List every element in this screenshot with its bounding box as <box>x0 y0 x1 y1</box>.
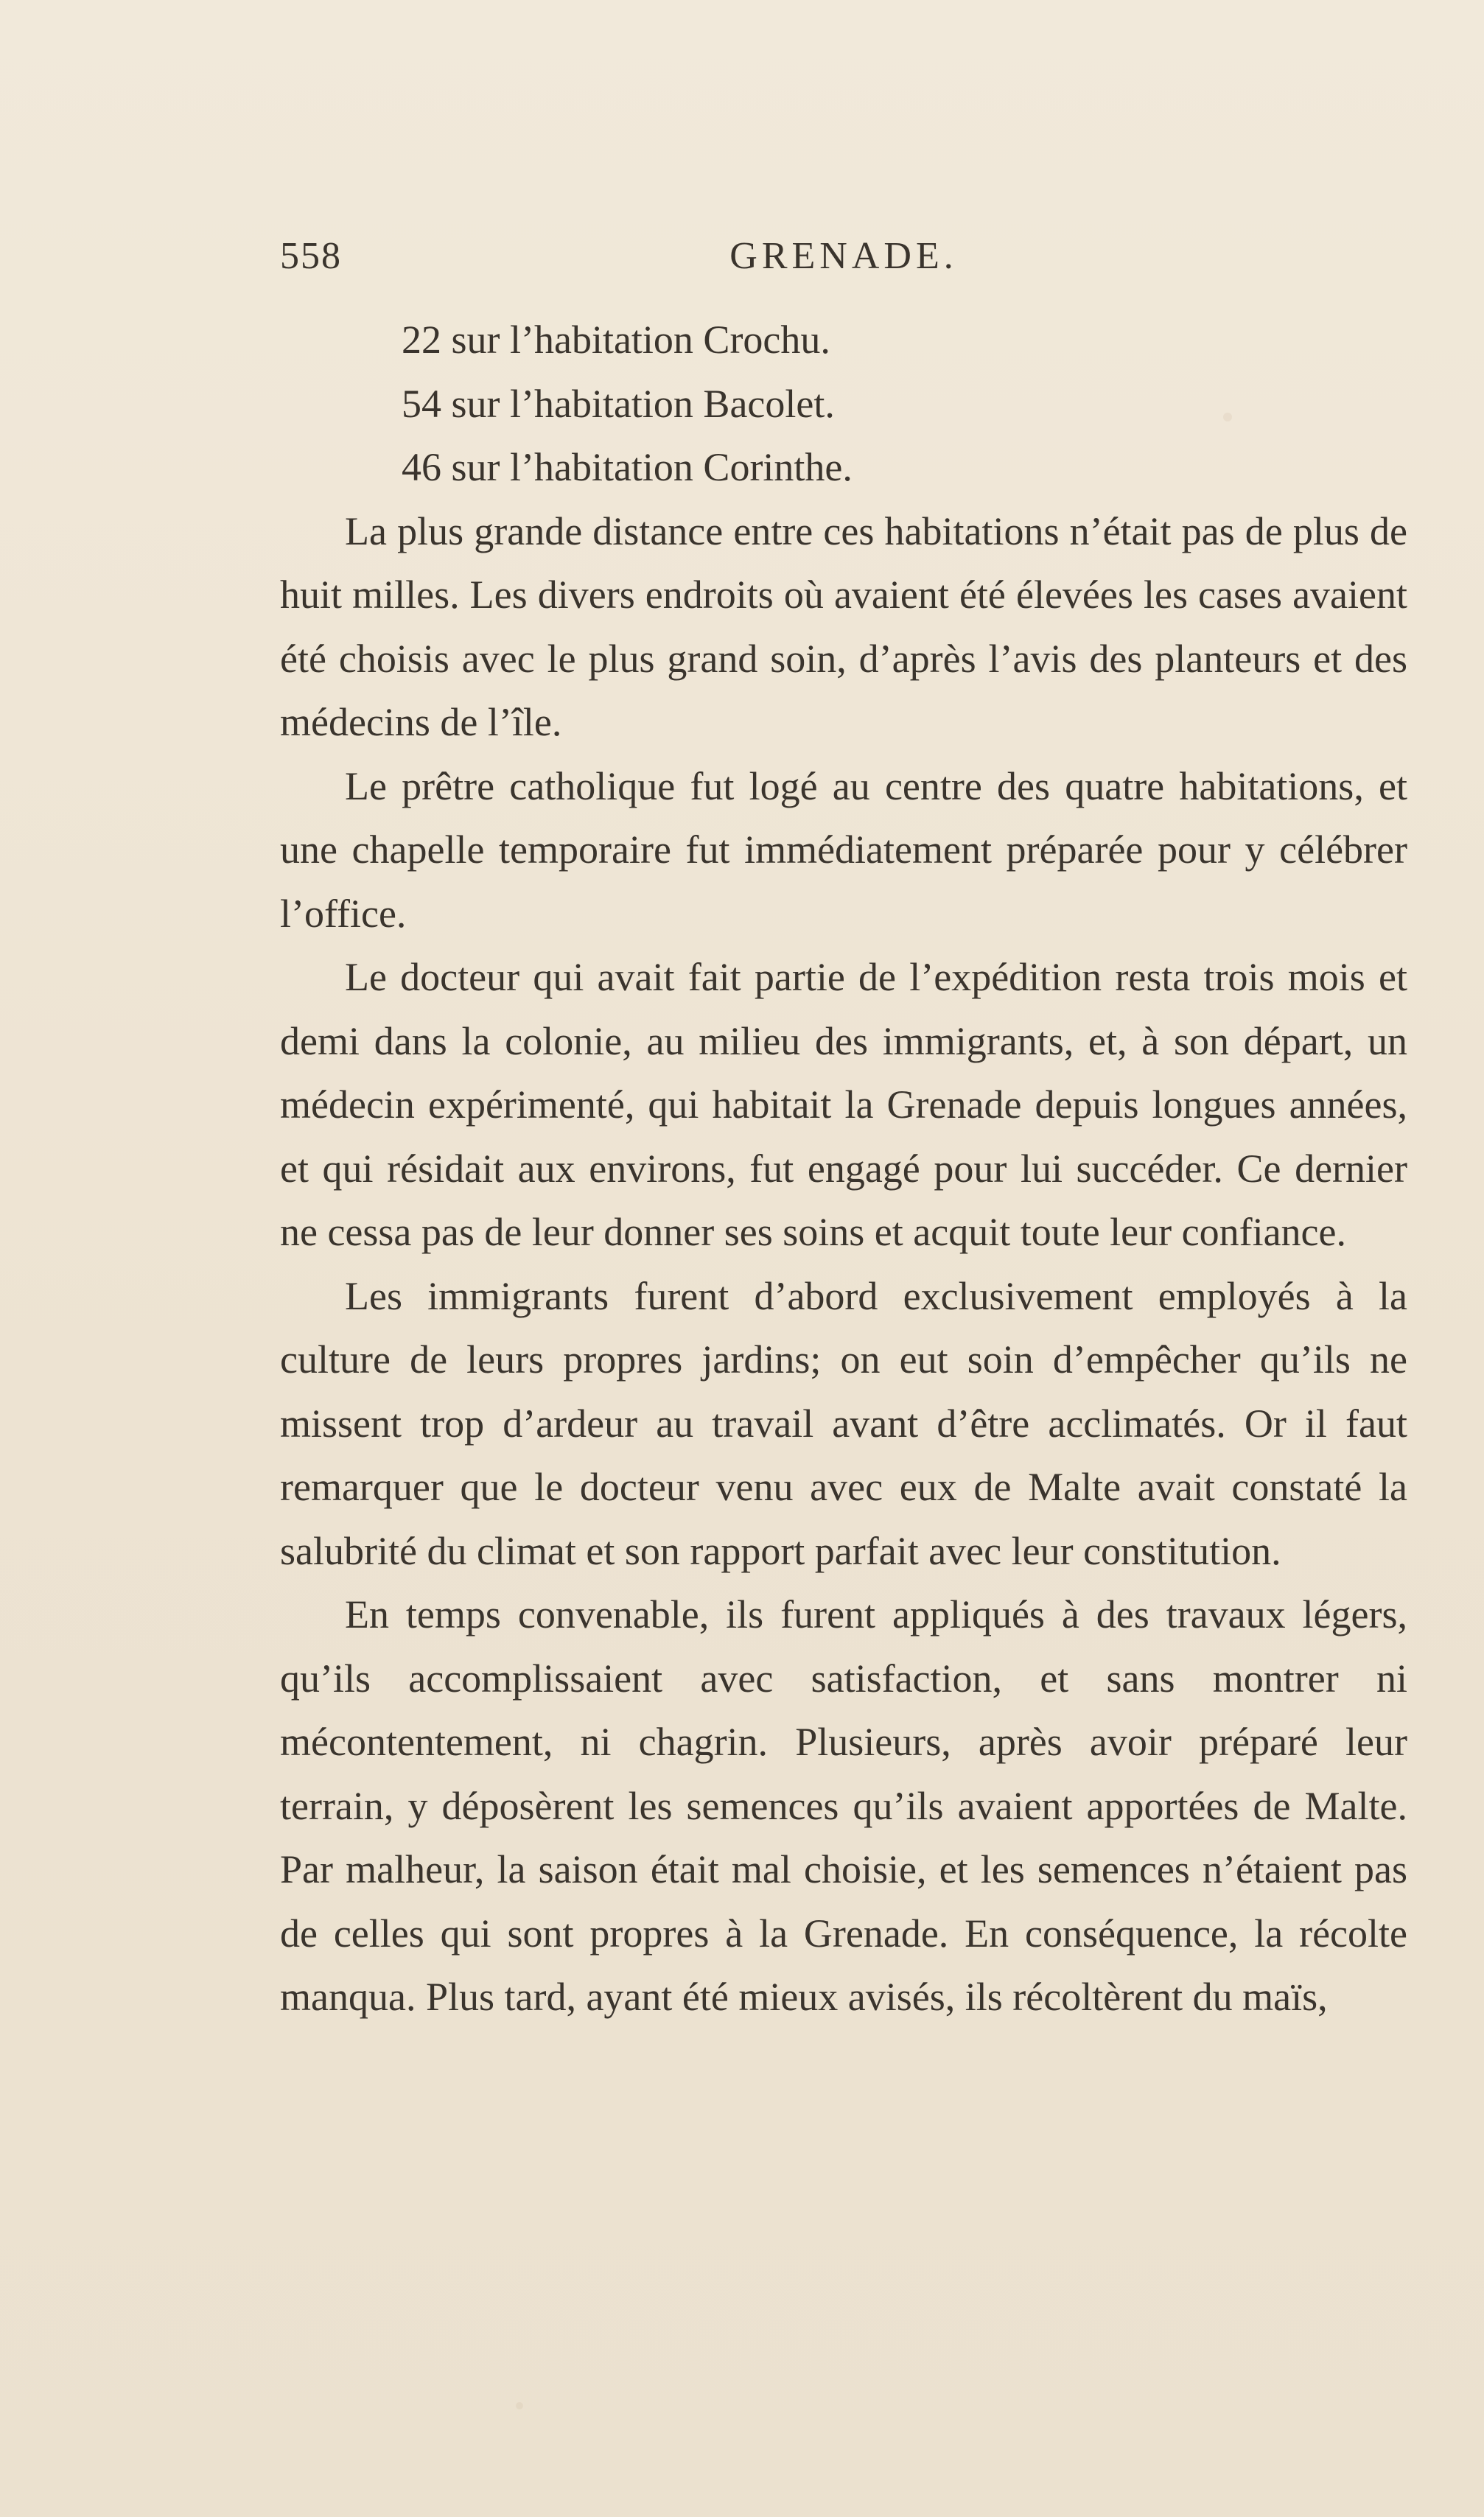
paragraph: Les immigrants furent d’abord exclusivement employés à la culture de leurs propres jardins; on eut soin d’empêcher qu’ils ne missent trop d’ardeur au travail avant d’être acclimatés. Or il faut remarquer que le docteur venu avec eux de Malte avait constaté la salubrité du climat et son rapport parfait avec leur constitution. <box>280 1273 1407 1573</box>
page-number: 558 <box>280 235 342 277</box>
paragraph: En temps convenable, ils furent appliqués à des travaux légers, qu’ils accomplissaient avec satisfaction, et sans montrer ni mécontentement, ni chagrin. Plusieurs, après avoir préparé leur terrain, y déposèrent les semences qu’ils avaient apportées de Malte. Par malheur, la saison était mal choisie, et les semences n’étaient pas de celles qui sont propres à la Grenade. En conséquence, la récolte manqua. Plus tard, ayant été mieux avisés, ils récoltèrent du maïs, <box>280 1592 1407 2019</box>
paragraph: La plus grande distance entre ces habitations n’était pas de plus de huit milles. Les divers endroits où avaient été élevées les cases avaient été choisis avec le plus grand soin, d’après l’avis des planteurs et des médecins de l’île. <box>280 508 1407 744</box>
running-title: GRENADE. <box>729 235 958 277</box>
paper-stain <box>516 2402 523 2409</box>
list-line: 54 sur l’habitation Bacolet. <box>402 381 835 426</box>
running-header <box>280 234 1407 293</box>
list-line: 46 sur l’habitation Corinthe. <box>402 445 853 489</box>
body-text <box>280 308 1407 2029</box>
paragraph: Le prêtre catholique fut logé au centre des quatre habitations, et une chapelle temporaire fut immédiatement préparée pour y célébrer l’office. <box>280 763 1407 936</box>
paragraph: Le docteur qui avait fait partie de l’expédition resta trois mois et demi dans la colonie, au milieu des immigrants, et, à son départ, un médecin expérimenté, qui habitait la Grenade depuis longues années, et qui résidait aux environs, fut engagé pour lui succéder. Ce dernier ne cessa pas de leur donner ses soins et acquit toute leur confiance. <box>280 955 1407 1254</box>
list-line: 22 sur l’habitation Crochu. <box>402 318 830 362</box>
